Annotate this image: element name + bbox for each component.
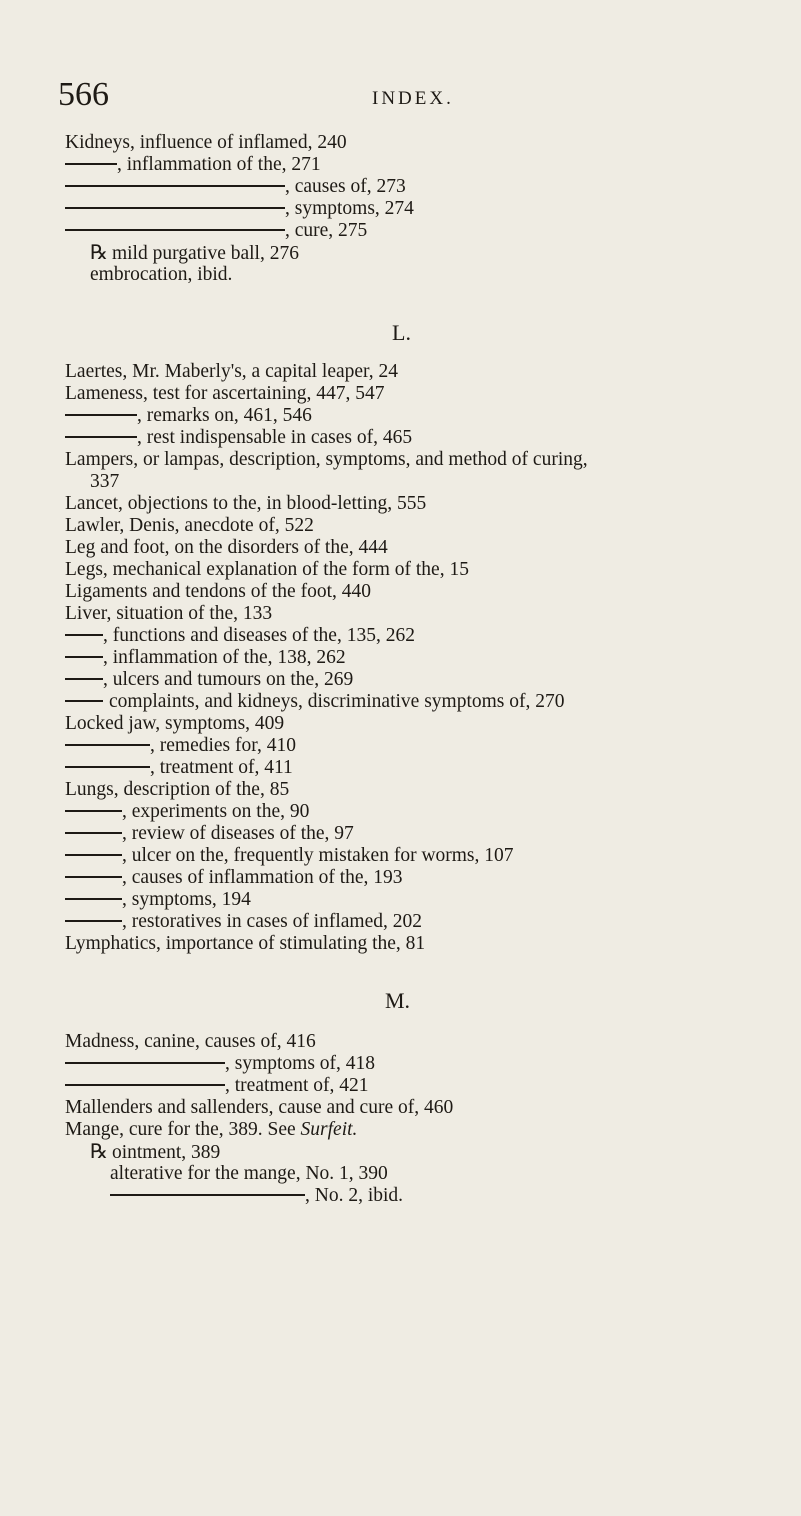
index-subentry: , remedies for, 410 xyxy=(65,735,296,757)
index-subentry: , inflammation of the, 138, 262 xyxy=(65,647,346,669)
index-subentry: , symptoms, 274 xyxy=(65,198,414,220)
index-subentry: alterative for the mange, No. 1, 390 xyxy=(110,1163,388,1184)
page-header xyxy=(0,76,801,116)
index-entry: Ligaments and tendons of the foot, 440 xyxy=(65,581,371,602)
index-entry: Lungs, description of the, 85 xyxy=(65,779,290,800)
index-subentry: , inflammation of the, 271 xyxy=(65,154,321,176)
index-subentry: , symptoms of, 418 xyxy=(65,1053,375,1075)
index-entry: Mallenders and sallenders, cause and cure of, 460 xyxy=(65,1097,454,1118)
index-subentry: , remarks on, 461, 546 xyxy=(65,405,312,427)
index-subentry: , causes of inflammation of the, 193 xyxy=(65,867,403,889)
index-entry: Kidneys, influence of inflamed, 240 xyxy=(65,132,347,153)
index-subentry: , causes of, 273 xyxy=(65,176,406,198)
section-heading-l: L. xyxy=(392,320,411,345)
index-entry: Lawler, Denis, anecdote of, 522 xyxy=(65,515,314,536)
index-entry: Lymphatics, importance of stimulating the, 81 xyxy=(65,933,426,954)
index-subentry: embrocation, ibid. xyxy=(90,264,233,285)
index-entry: Liver, situation of the, 133 xyxy=(65,603,273,624)
cross-reference: Surfeit. xyxy=(300,1119,358,1140)
index-entry: Leg and foot, on the disorders of the, 444 xyxy=(65,537,388,558)
index-subentry: , restoratives in cases of inflamed, 202 xyxy=(65,911,422,933)
index-entry: Mange, cure for the, 389. See Surfeit. xyxy=(65,1119,358,1140)
index-entry: Lampers, or lampas, description, symptoms, and method of curing, xyxy=(65,449,588,470)
recipe-symbol: ℞ xyxy=(90,242,108,264)
index-entry: Lameness, test for ascertaining, 447, 547 xyxy=(65,383,385,404)
index-subentry: , functions and diseases of the, 135, 262 xyxy=(65,625,415,647)
index-subentry: ℞ mild purgative ball, 276 xyxy=(90,242,299,264)
index-subentry: , cure, 275 xyxy=(65,220,367,242)
section-heading-m: M. xyxy=(385,988,411,1013)
recipe-symbol: ℞ xyxy=(90,1141,108,1163)
index-subentry: , experiments on the, 90 xyxy=(65,801,309,823)
index-subentry: ℞ ointment, 389 xyxy=(90,1141,221,1163)
index-subentry: , treatment of, 411 xyxy=(65,757,293,779)
index-entry: Laertes, Mr. Maberly's, a capital leaper, 24 xyxy=(65,361,399,382)
index-subentry: , rest indispensable in cases of, 465 xyxy=(65,427,412,449)
index-subentry: , ulcers and tumours on the, 269 xyxy=(65,669,353,691)
running-head: INDEX. xyxy=(372,88,454,109)
index-entry: Legs, mechanical explanation of the form of the, 15 xyxy=(65,559,469,580)
index-entry: Locked jaw, symptoms, 409 xyxy=(65,713,285,734)
index-subentry: , ulcer on the, frequently mistaken for worms, 107 xyxy=(65,845,514,867)
index-entry-continued: 337 xyxy=(90,471,120,492)
index-subentry: , No. 2, ibid. xyxy=(110,1185,403,1207)
index-subentry: , treatment of, 421 xyxy=(65,1075,369,1097)
index-subentry: complaints, and kidneys, discriminative symptoms of, 270 xyxy=(65,691,565,713)
page-number: 566 xyxy=(58,76,109,113)
index-subentry: , review of diseases of the, 97 xyxy=(65,823,354,845)
index-entry: Madness, canine, causes of, 416 xyxy=(65,1031,316,1052)
index-entry: Lancet, objections to the, in blood-letting, 555 xyxy=(65,493,427,514)
index-subentry: , symptoms, 194 xyxy=(65,889,251,911)
